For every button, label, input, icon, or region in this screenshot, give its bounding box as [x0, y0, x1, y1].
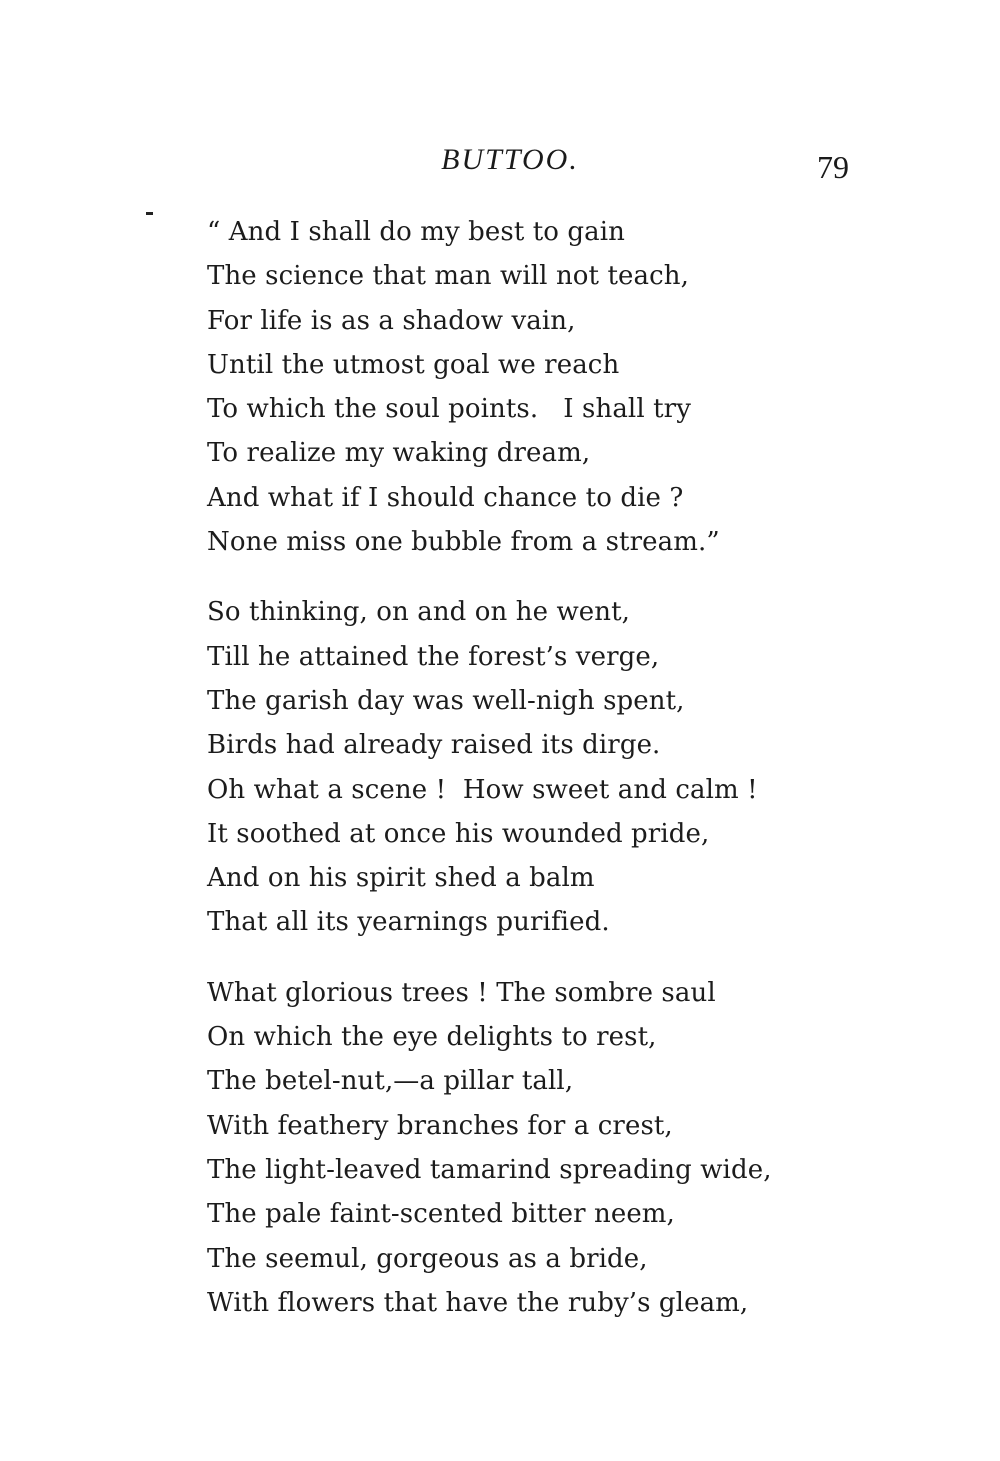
stanza-2	[207, 590, 907, 944]
poem-line: For life is as a shadow vain,	[207, 305, 576, 336]
stanza-1	[207, 210, 907, 564]
poem-line: The seemul, gorgeous as a bride,	[207, 1243, 648, 1274]
poem-line: Birds had already raised its dirge.	[207, 730, 661, 761]
running-title: BUTTOO.	[441, 143, 579, 176]
poem-line: The pale faint-scented bitter neem,	[207, 1199, 675, 1230]
poem-line: That all its yearnings purified.	[207, 907, 610, 938]
poem-line: With flowers that have the ruby’s gleam,	[207, 1287, 749, 1318]
print-mark	[146, 212, 153, 215]
poem-line: To which the soul points. I shall try	[207, 394, 691, 425]
poem-line: Till he attained the forest’s verge,	[207, 641, 660, 672]
poem-line: The light-leaved tamarind spreading wide,	[207, 1154, 772, 1185]
poem-line: None miss one bubble from a stream.”	[207, 527, 720, 558]
poem-line: On which the eye delights to rest,	[207, 1022, 657, 1053]
poem-line: It soothed at once his wounded pride,	[207, 818, 710, 849]
poem-line: The garish day was well-nigh spent,	[207, 685, 685, 716]
poem-line: And on his spirit shed a balm	[207, 863, 595, 894]
poem-line: Until the utmost goal we reach	[207, 349, 620, 380]
poem-line: To realize my waking dream,	[207, 438, 591, 469]
poem-line: So thinking, on and on he went,	[207, 597, 631, 628]
poem-line: The betel-nut,—a pillar tall,	[207, 1066, 574, 1097]
poem-line: What glorious trees ! The sombre saul	[207, 977, 716, 1008]
poem-line: Oh what a scene ! How sweet and calm !	[207, 774, 758, 805]
poem-body	[207, 210, 907, 1325]
poem-line: The science that man will not teach,	[207, 261, 689, 292]
poem-line: With feathery branches for a crest,	[207, 1110, 673, 1141]
poem-line: “ And I shall do my best to gain	[207, 217, 626, 247]
poem-line: And what if I should chance to die ?	[207, 482, 684, 513]
stanza-3	[207, 971, 907, 1325]
page-number: 79	[817, 149, 849, 185]
